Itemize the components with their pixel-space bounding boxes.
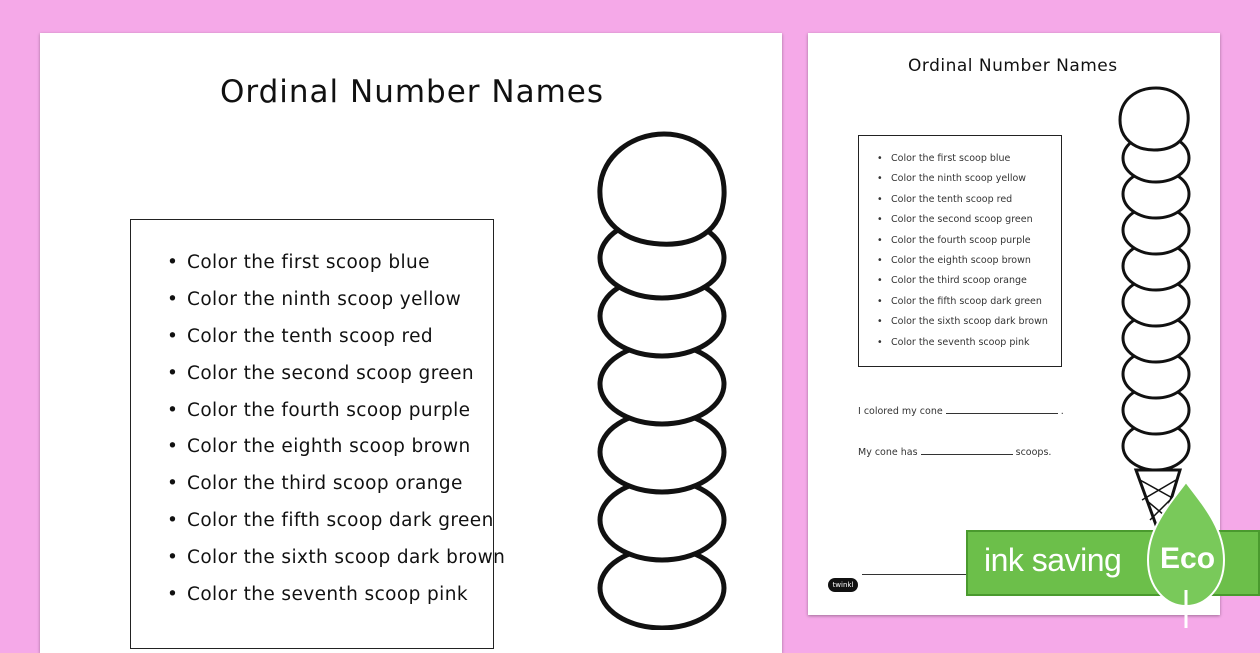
ink-saving-label: ink saving	[984, 542, 1122, 578]
fill-in-prefix: I colored my cone	[858, 406, 943, 417]
list-item: • Color the fourth scoop purple	[877, 234, 1048, 254]
list-item: • Color the fifth scoop dark green	[167, 508, 505, 545]
list-item: • Color the seventh scoop pink	[877, 336, 1048, 356]
list-item: • Color the ninth scoop yellow	[167, 287, 505, 324]
fill-in-suffix: scoops.	[1015, 447, 1052, 458]
list-item: • Color the ninth scoop yellow	[877, 172, 1048, 192]
worksheet-title-large: Ordinal Number Names	[220, 74, 604, 110]
list-item: • Color the first scoop blue	[877, 152, 1048, 172]
list-item: • Color the first scoop blue	[167, 250, 505, 287]
list-item: • Color the second scoop green	[167, 361, 505, 398]
list-item: • Color the fifth scoop dark green	[877, 295, 1048, 315]
fill-in-prefix: My cone has	[858, 447, 918, 458]
list-item: • Color the seventh scoop pink	[167, 582, 505, 619]
list-item: • Color the fourth scoop purple	[167, 398, 505, 435]
list-item: • Color the third scoop orange	[877, 274, 1048, 294]
fill-in-suffix: .	[1060, 406, 1064, 417]
twinkl-logo: twinkl	[828, 578, 858, 592]
list-item: • Color the tenth scoop red	[877, 193, 1048, 213]
list-item: • Color the tenth scoop red	[167, 324, 505, 361]
list-item: • Color the sixth scoop dark brown	[877, 315, 1048, 335]
list-item: • Color the eighth scoop brown	[167, 434, 505, 471]
worksheet-title-small: Ordinal Number Names	[908, 56, 1118, 76]
list-item: • Color the sixth scoop dark brown	[167, 545, 505, 582]
list-item: • Color the third scoop orange	[167, 471, 505, 508]
list-item: • Color the second scoop green	[877, 213, 1048, 233]
eco-label: Eco	[1160, 542, 1216, 575]
list-item: • Color the eighth scoop brown	[877, 254, 1048, 274]
